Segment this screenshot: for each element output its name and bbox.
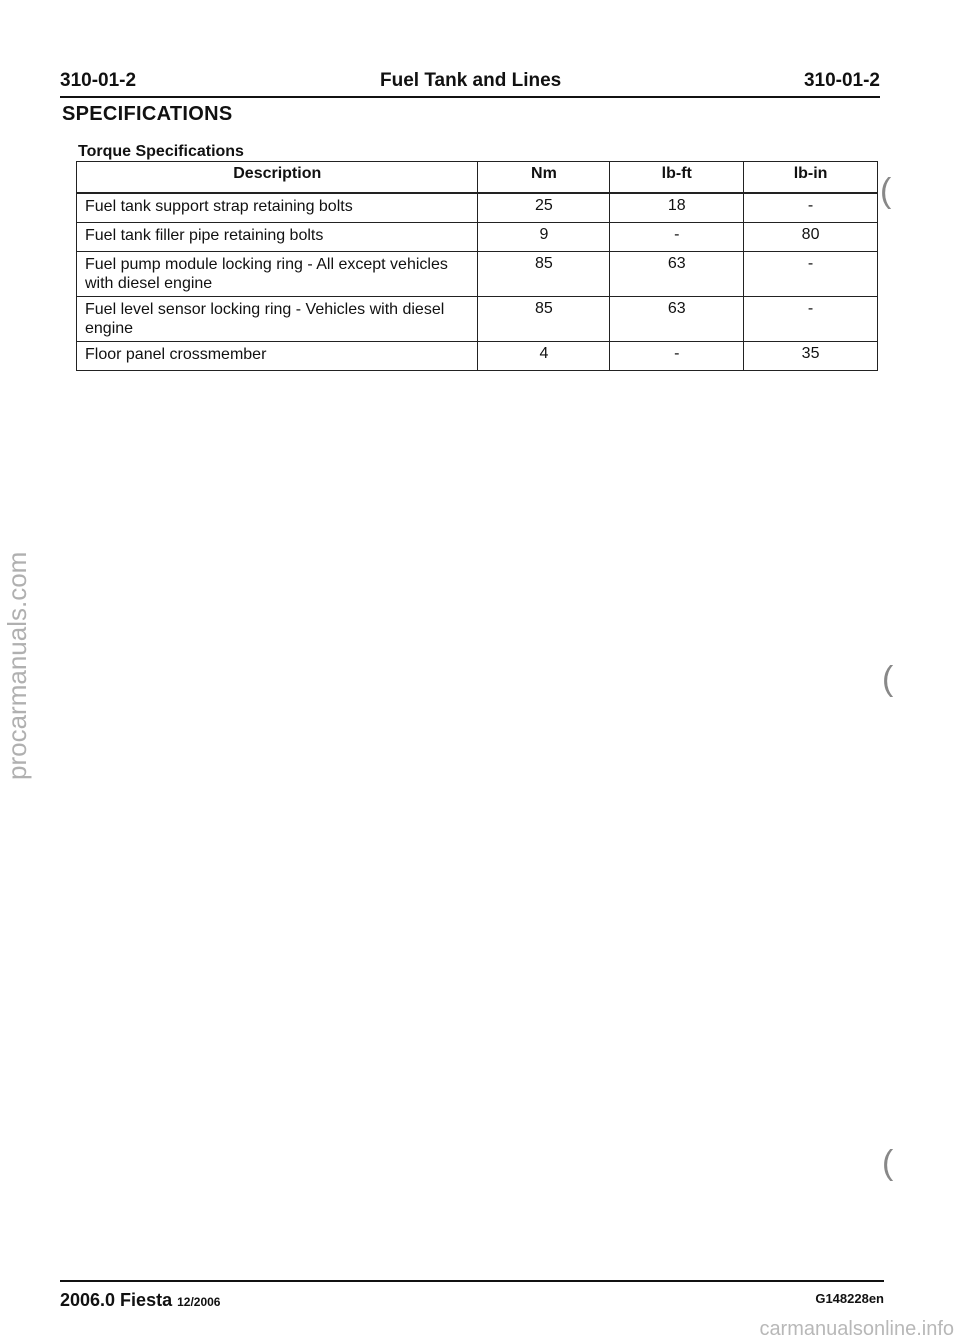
cell-nm: 85 <box>478 252 610 297</box>
section-title: SPECIFICATIONS <box>62 103 233 125</box>
cell-nm: 4 <box>478 342 610 371</box>
column-header-nm: Nm <box>478 162 610 194</box>
binder-hole-mark: ( <box>882 660 894 698</box>
table-row <box>77 342 878 371</box>
cell-description: Fuel pump module locking ring - All except vehicles with diesel engine <box>77 252 478 297</box>
footer-date: 12/2006 <box>177 1295 221 1309</box>
cell-description: Fuel tank filler pipe retaining bolts <box>77 223 478 252</box>
cell-lbin: 35 <box>744 342 878 371</box>
table-row <box>77 223 878 252</box>
binder-hole-mark: ( <box>880 172 892 210</box>
column-header-description: Description <box>77 162 478 194</box>
cell-lbin: - <box>744 193 878 223</box>
page-header <box>60 68 880 98</box>
watermark-bottom: carmanualsonline.info <box>759 1318 954 1340</box>
section-code-left: 310-01-2 <box>60 70 137 91</box>
subsection-title: Torque Specifications <box>78 143 244 160</box>
table-row <box>77 193 878 223</box>
cell-description: Floor panel crossmember <box>77 342 478 371</box>
column-header-lbft: lb-ft <box>610 162 744 194</box>
cell-lbin: - <box>744 297 878 342</box>
table-header-row <box>77 162 878 194</box>
cell-nm: 25 <box>478 193 610 223</box>
table-row <box>77 252 878 297</box>
footer-doc-code: G148228en <box>815 1291 884 1306</box>
torque-spec-table <box>76 161 878 371</box>
cell-description: Fuel level sensor locking ring - Vehicles with diesel engine <box>77 297 478 342</box>
cell-lbin: 80 <box>744 223 878 252</box>
cell-lbft: 63 <box>610 252 744 297</box>
cell-nm: 9 <box>478 223 610 252</box>
table-row <box>77 297 878 342</box>
cell-lbin: - <box>744 252 878 297</box>
column-header-lbin: lb-in <box>744 162 878 194</box>
cell-lbft: - <box>610 223 744 252</box>
watermark-side: procarmanuals.com <box>2 551 32 780</box>
cell-lbft: 63 <box>610 297 744 342</box>
page-footer <box>60 1280 884 1312</box>
cell-lbft: - <box>610 342 744 371</box>
footer-model: 2006.0 Fiesta 12/2006 <box>60 1290 221 1310</box>
section-code-right: 310-01-2 <box>803 70 880 91</box>
page-title: Fuel Tank and Lines <box>380 70 562 91</box>
cell-lbft: 18 <box>610 193 744 223</box>
binder-hole-mark: ( <box>882 1144 894 1182</box>
cell-nm: 85 <box>478 297 610 342</box>
cell-description: Fuel tank support strap retaining bolts <box>77 193 478 223</box>
